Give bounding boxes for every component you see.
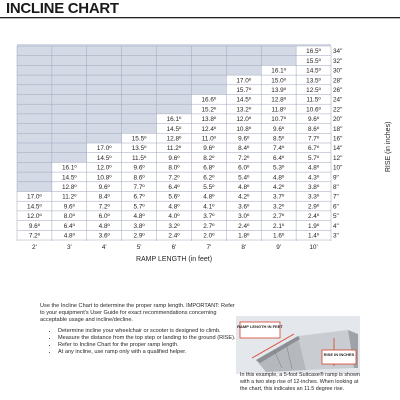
incline-value: 2.7º	[203, 222, 215, 230]
y-tick-label: 10"	[333, 164, 343, 172]
y-tick-label: 28"	[333, 77, 343, 85]
incline-value: 11.5º	[306, 96, 321, 104]
incline-value: 7.2º	[238, 154, 250, 162]
incline-value: 12.0º	[236, 116, 252, 124]
y-tick-label: 18"	[333, 125, 343, 133]
incline-value: 10.8º	[96, 174, 112, 182]
incline-value: 6.7º	[307, 145, 320, 153]
incline-value: 14.5º	[236, 96, 252, 104]
x-tick-label: 10'	[309, 244, 318, 251]
incline-value: 4.2º	[273, 184, 285, 191]
incline-value: 2.4º	[238, 222, 250, 230]
incline-value: 8.2º	[203, 154, 215, 162]
incline-value: 4.8º	[168, 203, 180, 211]
y-tick-label: 12"	[333, 154, 343, 162]
y-tick-label: 4"	[333, 222, 339, 230]
y-tick-label: 6"	[333, 203, 339, 211]
x-tick-label: 6'	[171, 244, 177, 251]
x-tick-label: 8'	[241, 244, 247, 251]
x-tick-label: 2'	[32, 244, 37, 251]
incline-value: 8.6º	[307, 125, 320, 133]
incline-value: 4.8º	[273, 174, 285, 182]
incline-value: 15.0º	[271, 77, 287, 85]
incline-value: 4.8º	[238, 184, 250, 191]
incline-value: 9.6º	[168, 154, 180, 162]
incline-value: 2.9º	[307, 203, 320, 211]
incline-value: 5.3º	[273, 164, 285, 172]
chart-header-fill	[226, 46, 261, 75]
incline-value: 8.4º	[238, 145, 250, 153]
x-tick-label: 3'	[66, 244, 72, 251]
incline-value: 3.7º	[203, 213, 215, 221]
ramp-illustration	[236, 316, 360, 374]
incline-value: 12.8º	[166, 135, 182, 143]
y-tick-label: 16"	[333, 135, 343, 143]
incline-value: 4.8º	[98, 222, 110, 230]
incline-value: 2.4º	[168, 232, 180, 240]
incline-value: 5.5º	[203, 184, 215, 191]
incline-value: 3.7º	[273, 193, 285, 201]
incline-value: 11.2º	[62, 193, 77, 201]
incline-value: 3.8º	[307, 184, 320, 191]
incline-value: 12.8º	[271, 96, 287, 104]
y-axis-label: RISE (in inches)	[385, 121, 392, 173]
incline-value: 16.1º	[166, 116, 182, 124]
incline-value: 14.5º	[306, 67, 321, 75]
chart-header-fill	[191, 46, 226, 95]
incline-value: 16.6º	[201, 96, 217, 104]
incline-value: 6.8º	[203, 164, 215, 172]
incline-value: 14.5º	[166, 125, 182, 133]
incline-value: 9.6º	[63, 203, 75, 211]
y-tick-label: 20"	[333, 116, 343, 124]
incline-value: 15.7º	[236, 87, 252, 94]
incline-value: 11.2º	[166, 145, 182, 153]
instructions-steps	[40, 328, 240, 356]
y-tick-label: 7"	[333, 193, 339, 201]
incline-value: 16.1º	[61, 164, 77, 172]
incline-value: 3.2º	[273, 203, 285, 211]
incline-value: 7.7º	[133, 184, 145, 191]
incline-value: 3.8º	[133, 222, 145, 230]
incline-value: 3.2º	[168, 222, 180, 230]
incline-value: 8.0º	[168, 164, 180, 172]
incline-value: 14.5º	[96, 154, 112, 162]
incline-value: 11.0º	[201, 135, 217, 143]
incline-value: 4.3º	[307, 174, 320, 182]
incline-value: 7.2º	[28, 232, 41, 240]
incline-value: 4.8º	[63, 232, 75, 240]
y-tick-label: 22"	[333, 106, 343, 114]
length-label: RAMP LENGTH IN FEET	[237, 324, 283, 329]
incline-value: 2.1º	[273, 222, 285, 230]
incline-value: 14.5º	[27, 203, 42, 211]
incline-value: 16.1º	[271, 67, 287, 75]
incline-value: 7.2º	[168, 174, 180, 182]
incline-value: 2.0º	[203, 232, 215, 240]
instruction-step: • At any incline, use ramp only with a qualified helper.	[58, 349, 240, 356]
incline-value: 12.0º	[27, 213, 42, 221]
incline-value: 13.8º	[201, 116, 217, 124]
incline-value: 1.8º	[238, 232, 250, 240]
incline-value: 12.8º	[61, 184, 77, 191]
incline-value: 5.7º	[307, 154, 320, 162]
incline-value: 9.6º	[98, 184, 110, 191]
incline-value: 10.7º	[271, 116, 287, 124]
y-tick-label: 14"	[333, 145, 343, 153]
incline-value: 14.5º	[61, 174, 77, 182]
incline-value: 13.2º	[236, 106, 252, 114]
incline-value: 4.1º	[203, 203, 215, 211]
incline-value: 12.4º	[201, 125, 217, 133]
rise-label: RISE IN INCHES	[323, 352, 355, 357]
chart-header-fill	[17, 46, 52, 192]
incline-value: 5.7º	[133, 203, 145, 211]
incline-value: 8.5º	[273, 135, 285, 143]
incline-value: 2.4º	[307, 213, 320, 221]
incline-value: 11.5º	[131, 154, 147, 162]
x-axis-label: RAMP LENGTH (in feet)	[135, 256, 213, 263]
incline-value: 17.0º	[27, 193, 42, 201]
incline-value: 13.9º	[271, 87, 287, 94]
incline-value: 10.8º	[236, 125, 252, 133]
incline-value: 15.5º	[131, 135, 147, 143]
incline-value: 4.0º	[168, 213, 180, 221]
incline-value: 8.6º	[133, 174, 145, 182]
incline-value: 6.0º	[238, 164, 250, 172]
instruction-step: • Measure the distance from the top step or landing to the ground (RISE).	[58, 335, 240, 342]
instructions	[40, 303, 240, 356]
incline-value: 3.3º	[307, 193, 320, 201]
incline-value: 5.6º	[168, 193, 180, 201]
incline-value: 3.6º	[238, 203, 250, 211]
incline-value: 1.6º	[273, 232, 285, 240]
incline-value: 6.0º	[98, 213, 110, 221]
incline-value: 15.5º	[306, 57, 321, 65]
ramp-example-figure	[236, 316, 360, 374]
x-tick-label: 5'	[136, 244, 142, 251]
incline-value: 2.7º	[273, 213, 285, 221]
incline-value: 4.2º	[238, 193, 250, 201]
incline-value: 6.4º	[273, 154, 285, 162]
incline-value: 9.6º	[203, 145, 215, 153]
incline-value: 6.4º	[168, 184, 180, 191]
incline-value: 1.9º	[307, 222, 320, 230]
x-tick-label: 7'	[206, 244, 212, 251]
incline-value: 4.8º	[133, 213, 145, 221]
page-title: INCLINE CHART	[6, 0, 119, 17]
incline-value: 6.4º	[63, 222, 75, 230]
instruction-step: • Refer to Incline Chart for the proper ramp length.	[58, 342, 240, 349]
incline-value: 2.9º	[133, 232, 145, 240]
y-tick-label: 3"	[333, 232, 339, 240]
incline-value: 9.6º	[238, 135, 250, 143]
incline-value: 10.6º	[306, 106, 321, 114]
incline-value: 13.5º	[131, 145, 147, 153]
chart-header-fill	[122, 46, 157, 133]
incline-value: 5.4º	[238, 174, 250, 182]
incline-value: 9.6º	[273, 125, 285, 133]
incline-value: 9.6º	[28, 222, 41, 230]
incline-value: 15.2º	[201, 106, 217, 114]
incline-value: 1.4º	[307, 232, 320, 240]
incline-value: 7.7º	[307, 135, 320, 143]
incline-value: 17.0º	[236, 77, 252, 85]
incline-value: 17.0º	[96, 145, 112, 153]
incline-value: 16.5º	[306, 48, 321, 56]
x-tick-label: 4'	[101, 244, 107, 251]
incline-value: 8.4º	[98, 193, 110, 201]
y-tick-label: 5"	[333, 213, 339, 221]
y-tick-label: 24"	[333, 96, 343, 104]
incline-value: 4.8º	[203, 193, 215, 201]
chart-header-fill	[17, 44, 331, 46]
incline-value: 3.6º	[98, 232, 110, 240]
incline-value: 7.4º	[273, 145, 285, 153]
title-rule	[0, 17, 400, 18]
figure-caption: In this example, a 5-foot Suitcase® ramp is shown with a two step rise of 12-inches. When looking at the chart, this indicates an 11.5 degree rise.	[240, 372, 360, 392]
incline-value: 7.2º	[98, 203, 110, 211]
instruction-step: • Determine incline your wheelchair or scooter is designed to climb.	[58, 328, 240, 335]
incline-value: 3.0º	[238, 213, 250, 221]
incline-value: 9.6º	[307, 116, 320, 124]
y-tick-label: 34"	[333, 48, 343, 56]
incline-value: 13.5º	[306, 77, 321, 85]
incline-value: 11.8º	[271, 106, 286, 114]
incline-value: 8.0º	[63, 213, 75, 221]
x-tick-label: 9'	[276, 244, 282, 251]
incline-value: 12.5º	[306, 87, 321, 94]
incline-value: 6.7º	[133, 193, 145, 201]
y-tick-label: 32"	[333, 57, 343, 65]
y-tick-label: 26"	[333, 87, 343, 94]
incline-value: 9.6º	[133, 164, 145, 172]
y-tick-label: 30"	[333, 67, 343, 75]
instructions-intro: Use the Incline Chart to determine the proper ramp length. IMPORTANT: Refer to your equipment's User Guide for exact recommendations concerning acceptable usage and incline/decline.	[40, 303, 235, 323]
y-tick-label: 9"	[333, 174, 339, 182]
incline-value: 12.0º	[96, 164, 112, 172]
y-tick-label: 8"	[333, 184, 339, 191]
incline-value: 6.2º	[203, 174, 215, 182]
incline-value: 4.8º	[307, 164, 320, 172]
chart-header-fill	[157, 46, 192, 114]
